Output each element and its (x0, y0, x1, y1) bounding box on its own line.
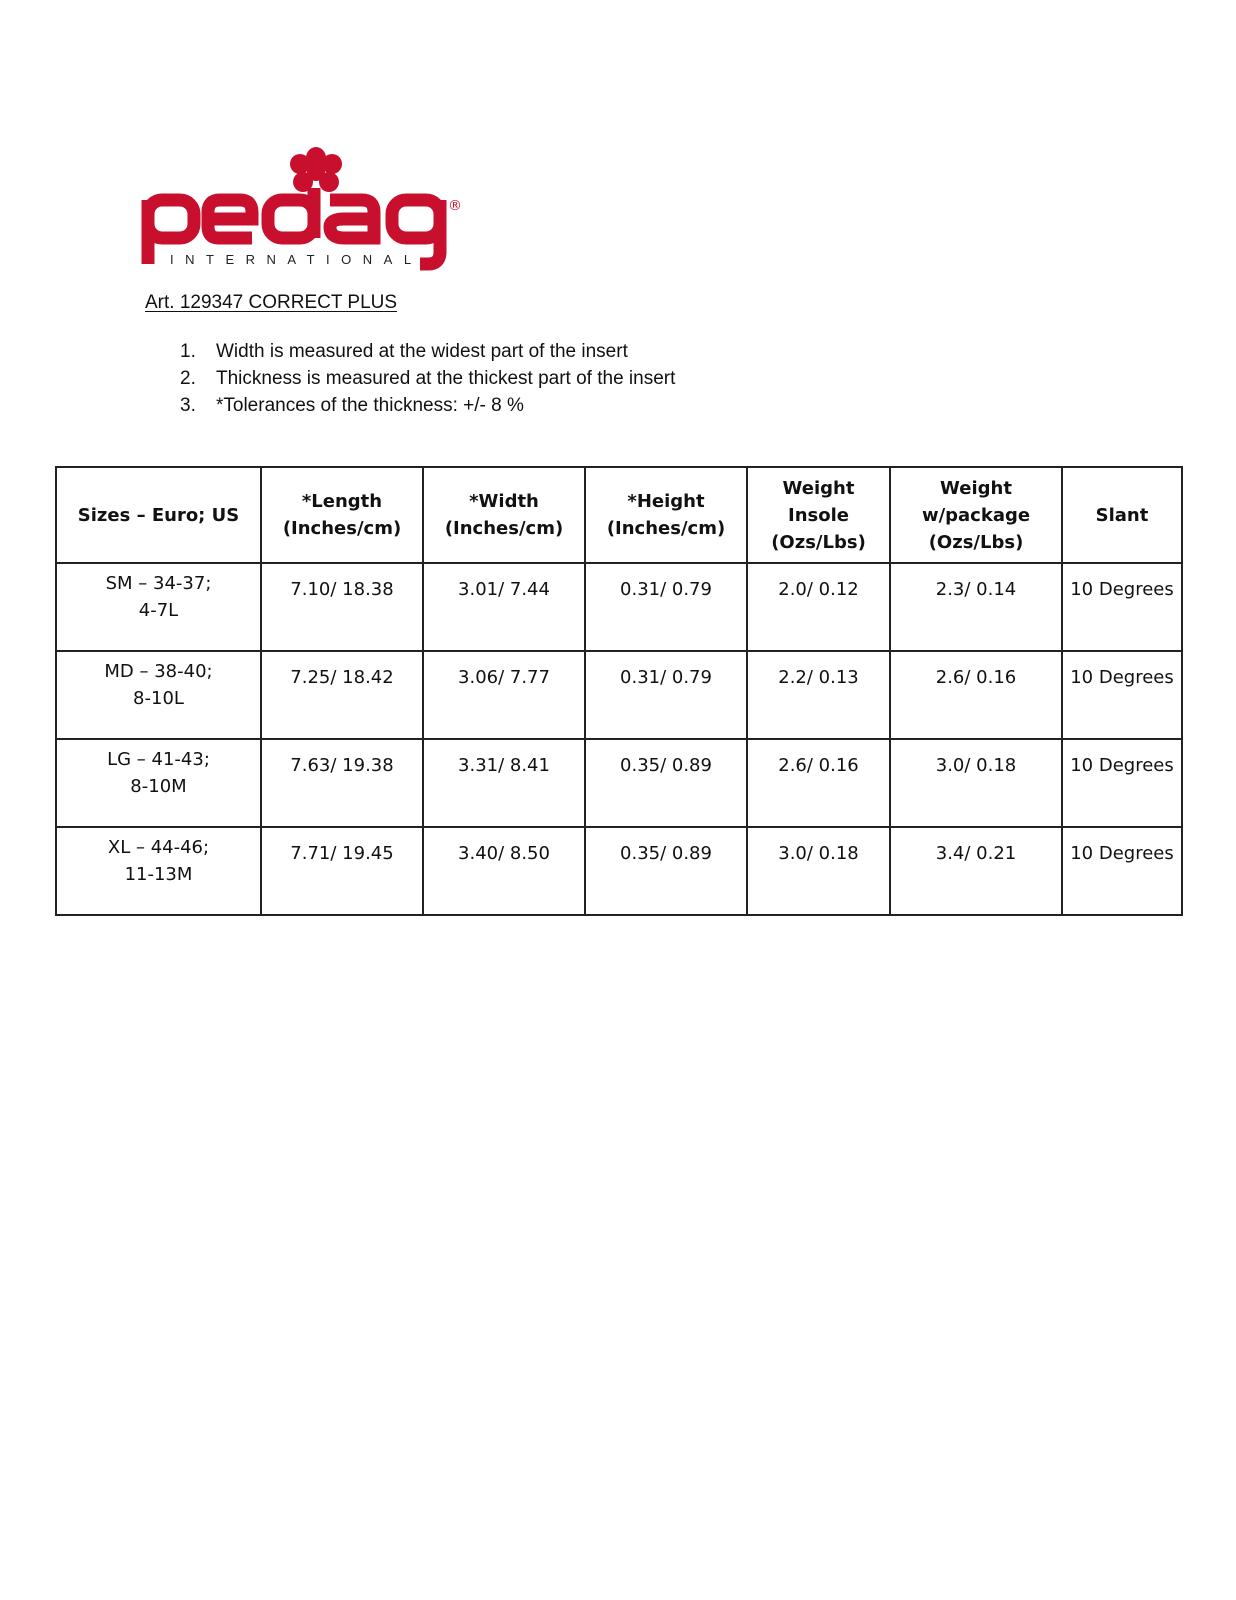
pedag-logo (140, 140, 480, 275)
cell-height: 0.31/ 0.79 (585, 563, 747, 651)
cell-weight-insole: 3.0/ 0.18 (747, 827, 890, 915)
cell-width: 3.01/ 7.44 (423, 563, 585, 651)
header-weight-insole: Weight Insole (Ozs/Lbs) (747, 467, 890, 563)
cell-width: 3.31/ 8.41 (423, 739, 585, 827)
cell-weight-package: 3.4/ 0.21 (890, 827, 1062, 915)
cell-weight-package: 3.0/ 0.18 (890, 739, 1062, 827)
cell-slant: 10 Degrees (1062, 739, 1182, 827)
header-length: *Length (Inches/cm) (261, 467, 423, 563)
cell-size: MD – 38-40; 8-10L (56, 651, 261, 739)
note-item (180, 392, 675, 419)
note-item (180, 338, 675, 365)
table-row (56, 739, 1182, 827)
cell-slant: 10 Degrees (1062, 827, 1182, 915)
cell-slant: 10 Degrees (1062, 563, 1182, 651)
cell-length: 7.25/ 18.42 (261, 651, 423, 739)
cell-weight-package: 2.6/ 0.16 (890, 651, 1062, 739)
cell-weight-insole: 2.2/ 0.13 (747, 651, 890, 739)
cell-height: 0.35/ 0.89 (585, 739, 747, 827)
cell-height: 0.31/ 0.79 (585, 651, 747, 739)
size-spec-table (55, 466, 1183, 916)
note-text: Thickness is measured at the thickest part of the insert (216, 368, 676, 389)
header-height: *Height (Inches/cm) (585, 467, 747, 563)
cell-width: 3.06/ 7.77 (423, 651, 585, 739)
note-number: 1. (180, 341, 196, 362)
cell-height: 0.35/ 0.89 (585, 827, 747, 915)
table-row (56, 651, 1182, 739)
flower-icon (290, 147, 342, 192)
cell-width: 3.40/ 8.50 (423, 827, 585, 915)
note-text: Width is measured at the widest part of the insert (216, 341, 628, 362)
cell-weight-package: 2.3/ 0.14 (890, 563, 1062, 651)
cell-length: 7.71/ 19.45 (261, 827, 423, 915)
cell-size: SM – 34-37; 4-7L (56, 563, 261, 651)
cell-slant: 10 Degrees (1062, 651, 1182, 739)
registered-mark: ® (448, 198, 462, 214)
header-width: *Width (Inches/cm) (423, 467, 585, 563)
table-row (56, 563, 1182, 651)
cell-size: XL – 44-46; 11-13M (56, 827, 261, 915)
cell-length: 7.63/ 19.38 (261, 739, 423, 827)
cell-length: 7.10/ 18.38 (261, 563, 423, 651)
note-number: 3. (180, 395, 196, 416)
cell-weight-insole: 2.0/ 0.12 (747, 563, 890, 651)
header-weight-package: Weight w/package (Ozs/Lbs) (890, 467, 1062, 563)
measurement-notes (180, 338, 675, 419)
article-title: Art. 129347 CORRECT PLUS (145, 292, 398, 313)
note-text: *Tolerances of the thickness: +/- 8 % (216, 395, 524, 416)
table-header-row (56, 467, 1182, 563)
cell-weight-insole: 2.6/ 0.16 (747, 739, 890, 827)
note-number: 2. (180, 368, 196, 389)
header-slant: Slant (1062, 467, 1182, 563)
logo-subtitle: INTERNATIONAL (170, 252, 423, 267)
note-item (180, 365, 675, 392)
table-row (56, 827, 1182, 915)
cell-size: LG – 41-43; 8-10M (56, 739, 261, 827)
header-sizes: Sizes – Euro; US (56, 467, 261, 563)
pedag-logo-graphic (140, 140, 480, 275)
